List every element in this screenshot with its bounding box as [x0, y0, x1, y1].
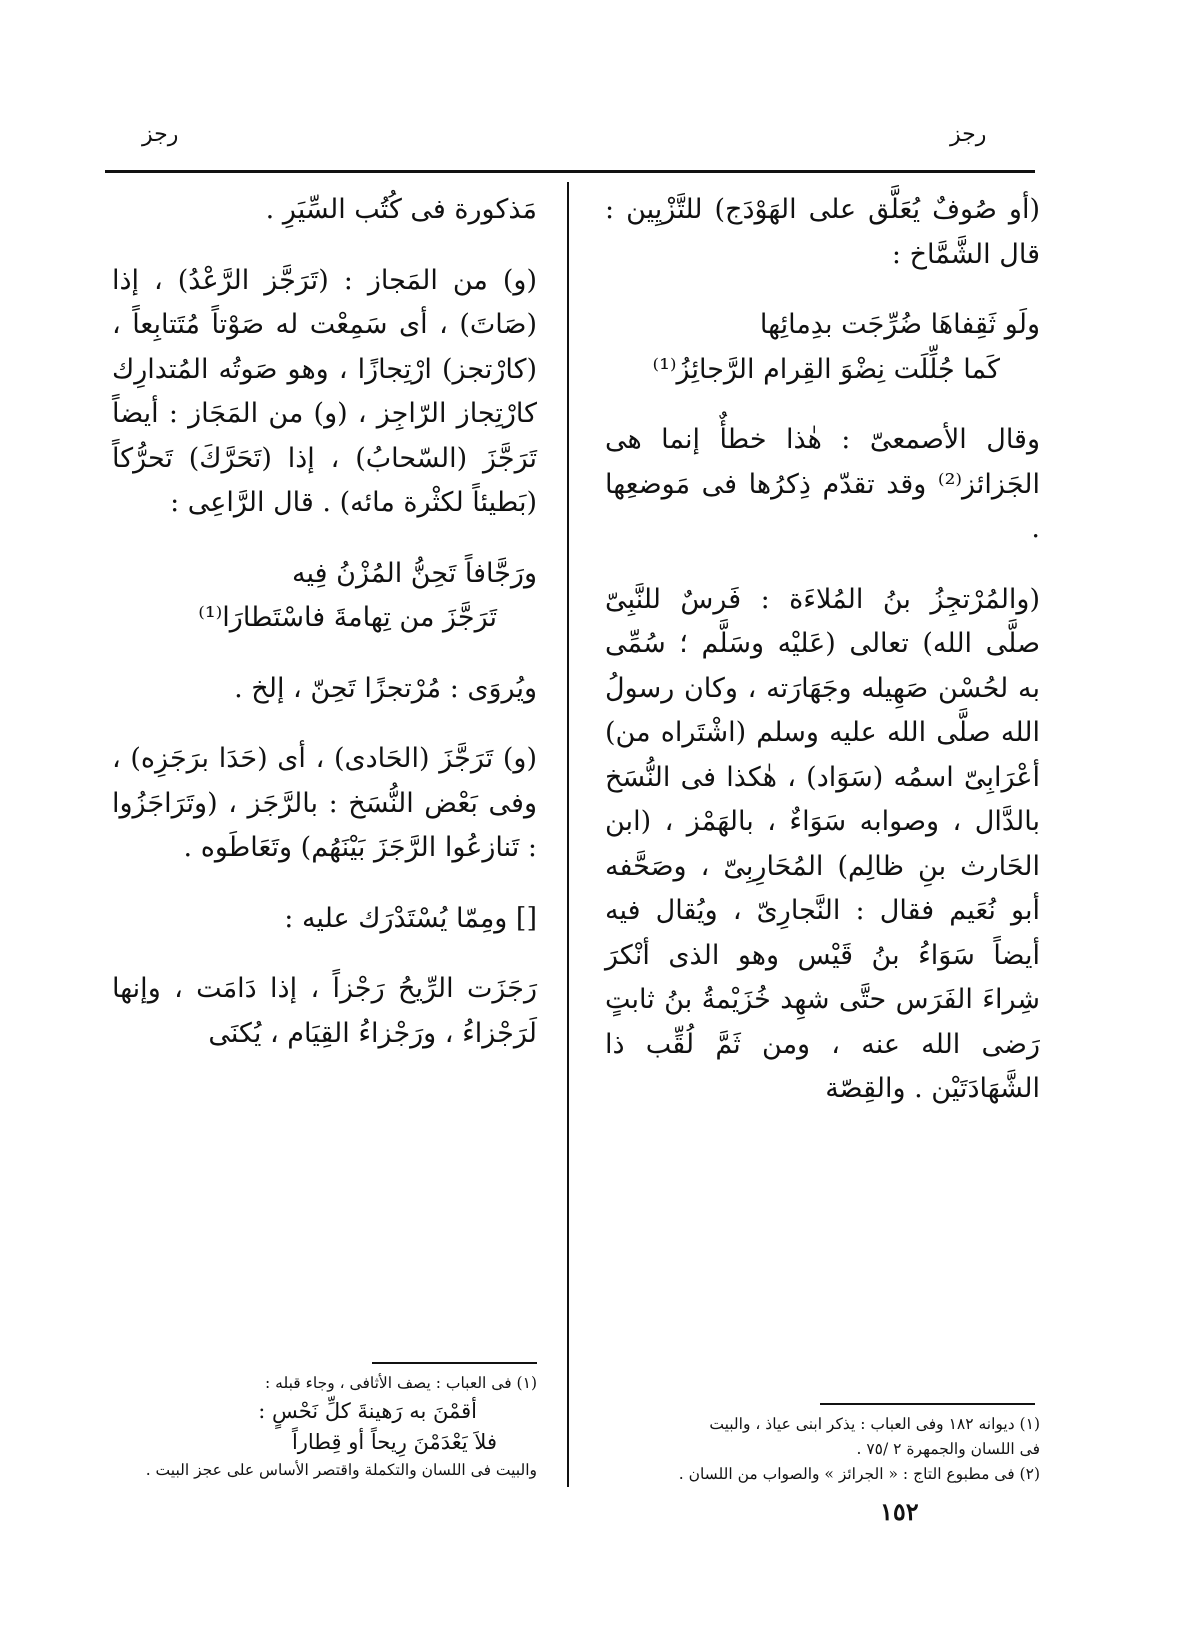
left-column-verse: [112, 552, 537, 641]
right-column-entry: (والمُرْتجِزُ بنُ المُلاءَة : فَرسٌ للنَّبِىّ صلَّى الله) تعالى (عَليْه وسَلَّم ؛ سُمِّى به لحُسْن صَهِيله وجَهَارَته ، وكان رسولُ الله صلَّى الله عليه وسلم (اشْتَراه من) أعْرَابِىّ اسمُه (سَوَاد) ، هٰكذا فى النُّسَخ بالدَّال ، وصوابه سَوَاءٌ ، بالهَمْز ، (ابن الحَارث بنِ ظالِم) المُحَارِبِىّ ، وصَحَّفه أبو نُعَيم فقال : النَّجارِىّ ، ويُقال فيه أيضاً سَوَاءُ بنُ قَيْس وهو الذى أنْكرَ شِراءَ الفَرَس حتَّى شهِد خُزَيْمةُ بنُ ثابتٍ رَضى الله عنه ، ومن ثَمَّ لُقِّب ذا الشَّهَادَتَيْن . والقِصّة: [605, 583, 1040, 1104]
left-column-entry: رَجَزَت الرِّيحُ رَجْزاً ، إذا دَامَت ، وإنها لَرَجْزاءُ ، ورَجْزاءُ القِيَام ، يُكنَى: [112, 973, 537, 1049]
left-column-entry: (و) تَرَجَّزَ (الحَادى) ، أى (حَدَا برَجَزِه) ، وفى بَعْض النُّسَخ : بالرَّجَز ، (وتَرَاجَزُوا : تَنازعُوا الرَّجَزَ بَيْنَهُم) وتَعَاطَوه .: [112, 743, 537, 863]
running-head-right: رجز: [950, 122, 987, 147]
footnote-verse-line: أقمْنَ به رَهينةَ كلِّ نَحْسٍ :: [258, 1399, 477, 1423]
left-column-paragraph: مَذكورة فى كُتُب السِّيَرِ .: [265, 194, 537, 225]
footnote-verse-line: فلاَ يَعْدَمْنَ رِيحاً أو قِطاراً: [291, 1430, 497, 1454]
right-column-opening: (أو صُوفٌ يُعَلَّق على الهَوْدَج) للتَّزْيِين : قال الشَّمَّاخ :: [605, 194, 1040, 270]
right-column-verse: [605, 303, 1040, 392]
verse-line-2: كَما جُلِّلَت نِضْوَ القِرام الرَّجائِزُ⁽¹⁾: [652, 353, 1000, 385]
footnote: (١) ديوانه ١٨٢ وفى العباب : يذكر ابنى عياذ ، والبيت: [709, 1415, 1040, 1433]
right-column: [605, 188, 1040, 1112]
running-head-left: رجز: [142, 122, 179, 147]
footnote: (٢) فى مطبوع التاج : « الجرائز » والصواب من اللسان .: [678, 1465, 1040, 1483]
footnote-rule: [820, 1403, 1035, 1405]
left-footnotes: [112, 1371, 537, 1483]
footnote: (١) فى العباب : يصف الأثافى ، وجاء قبله :: [265, 1374, 537, 1392]
header-rule: [105, 170, 1035, 173]
column-divider: [567, 182, 569, 1487]
left-column-entry: (و) من المَجاز : (تَرَجَّز الرَّعْدُ) ، إذا (صَاتَ) ، أى سَمِعْت له صَوْتاً مُتَتابِعاً ، (كارْتجز) ارْتِجازًا ، وهو صَوتُه المُتدارِك كارْتِجاز الرّاجِز ، (و) من المَجَاز : أيضاً تَرَجَّزَ (السّحابُ) ، إذا (تَحَرَّكَ) تَحرُّكاً (بَطيئاً لكثْرة مائه) . قال الرَّاعِى :: [112, 264, 537, 518]
mustadrak-heading: [] ومِمّا يُسْتَدْرَك عليه :: [284, 902, 537, 934]
footnote: والبيت فى اللسان والتكملة واقتصر الأساس على عجز البيت .: [145, 1461, 537, 1479]
verse-line-2: تَرَجَّزَ من تِهامةَ فاسْتَطارَا⁽¹⁾: [198, 602, 497, 633]
footnote-rule: [372, 1362, 537, 1364]
right-column-paragraph: وقال الأصمعىّ : هٰذا خطأٌ إنما هى الجَزائز⁽²⁾ وقد تقدّم ذِكرُها فى مَوضعِها .: [605, 424, 1040, 544]
page-number: ١٥٢: [880, 1497, 919, 1526]
left-column: [112, 188, 537, 1056]
verse-line-1: ولَو ثَقِفاهَا ضُرِّجَت بدِمائِها: [759, 309, 1040, 340]
left-column-variant: ويُروَى : مُرْتجزًا تَحِنّ ، إلخ .: [234, 672, 537, 704]
right-footnotes: [605, 1412, 1040, 1487]
verse-line-1: ورَجَّافاً تَحِنُّ المُزْنُ فِيه: [292, 557, 537, 589]
footnote: فى اللسان والجمهرة ٢ /٧٥ .: [856, 1440, 1040, 1458]
